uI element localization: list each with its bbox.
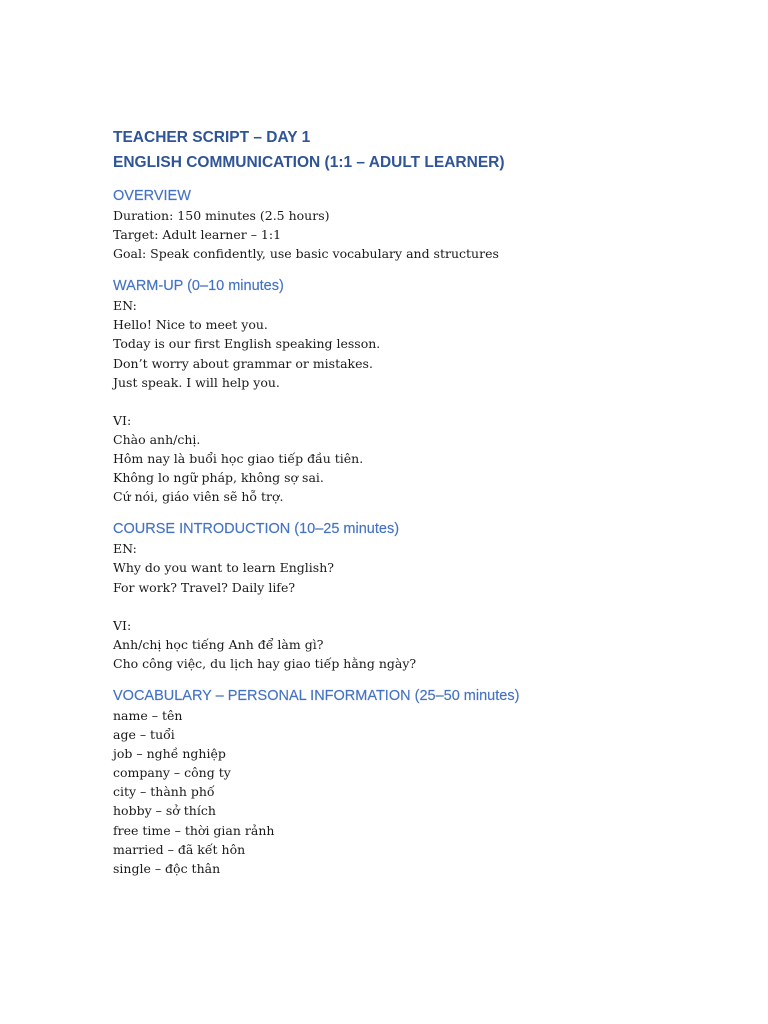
section-course-introduction	[113, 519, 713, 673]
document-page	[113, 125, 713, 878]
title-line-2: ENGLISH COMMUNICATION (1:1 – ADULT LEARNER)	[113, 154, 505, 171]
course-intro-en-line: Why do you want to learn English?	[113, 560, 334, 576]
section-heading-warmup: WARM-UP (0–10 minutes)	[113, 278, 284, 295]
vocabulary-item: job – nghề nghiệp	[113, 746, 226, 762]
section-heading-vocabulary: VOCABULARY – PERSONAL INFORMATION (25–50 minutes)	[113, 687, 520, 704]
document-title	[113, 125, 713, 175]
warmup-vi-line: Chào anh/chị.	[113, 431, 201, 447]
course-intro-en-line: For work? Travel? Daily life?	[113, 579, 296, 595]
course-intro-vi-label: VI:	[113, 617, 132, 633]
course-intro-vi-line: Anh/chị học tiếng Anh để làm gì?	[113, 636, 324, 652]
blank-line	[113, 597, 713, 616]
vocabulary-item: single – độc thân	[113, 860, 221, 876]
overview-target: Target: Adult learner – 1:1	[113, 227, 282, 243]
overview-goal: Goal: Speak confidently, use basic vocabulary and structures	[113, 246, 499, 262]
overview-duration: Duration: 150 minutes (2.5 hours)	[113, 208, 330, 223]
warmup-en-label: EN:	[113, 298, 137, 314]
section-vocabulary	[113, 686, 713, 878]
course-intro-en-label: EN:	[113, 541, 137, 557]
warmup-en-line: Today is our first English speaking lesson.	[113, 336, 381, 352]
section-overview	[113, 186, 713, 263]
course-intro-vi-line: Cho công việc, du lịch hay giao tiếp hằng ngày?	[113, 655, 417, 671]
warmup-vi-line: Cứ nói, giáo viên sẽ hỗ trợ.	[113, 489, 284, 505]
section-heading-course-introduction: COURSE INTRODUCTION (10–25 minutes)	[113, 521, 400, 538]
warmup-vi-line: Hôm nay là buổi học giao tiếp đầu tiên.	[113, 451, 364, 467]
vocabulary-item: free time – thời gian rảnh	[113, 822, 275, 838]
vocabulary-item: company – công ty	[113, 765, 231, 781]
vocabulary-item: name – tên	[113, 707, 183, 723]
vocabulary-item: hobby – sở thích	[113, 803, 216, 819]
warmup-en-line: Just speak. I will help you.	[113, 374, 280, 390]
vocabulary-item: age – tuổi	[113, 727, 175, 743]
warmup-vi-label: VI:	[113, 412, 132, 428]
warmup-vi-line: Không lo ngữ pháp, không sợ sai.	[113, 470, 324, 486]
blank-line	[113, 392, 713, 411]
section-warmup	[113, 276, 713, 506]
section-heading-overview: OVERVIEW	[113, 188, 191, 204]
vocabulary-item: city – thành phố	[113, 784, 215, 800]
warmup-en-line: Hello! Nice to meet you.	[113, 317, 268, 333]
vocabulary-item: married – đã kết hôn	[113, 841, 246, 857]
warmup-en-line: Don’t worry about grammar or mistakes.	[113, 355, 373, 371]
title-line-1: TEACHER SCRIPT – DAY 1	[113, 129, 311, 146]
